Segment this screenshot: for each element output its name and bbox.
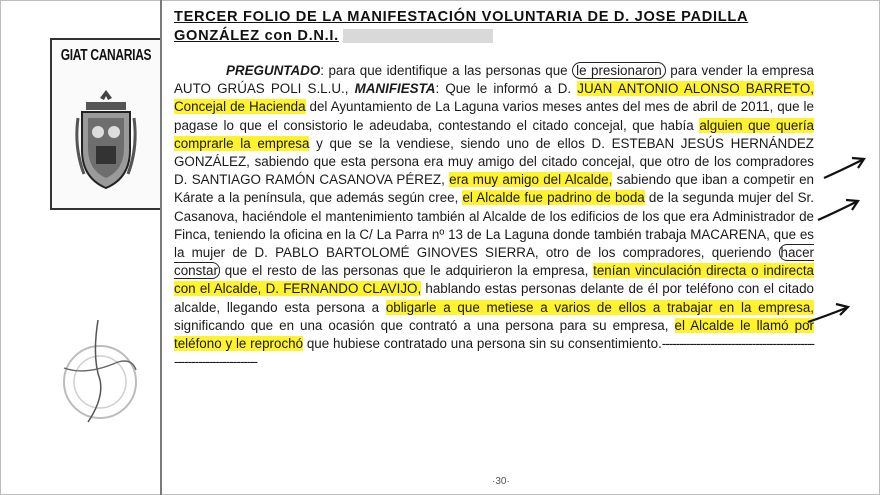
highlighted-text: JUAN ANTONIO ALONSO BARRETO, Concejal de Hacienda [174, 81, 814, 115]
hand-drawn-arrow-icon [806, 300, 852, 326]
left-margin [0, 0, 160, 495]
circled-text: le presionaron [572, 62, 666, 79]
hand-drawn-arrow-icon [816, 194, 862, 224]
body-text: que el resto de las personas que le adquirieron la empresa, [219, 263, 594, 279]
highlighted-text: era muy amigo del Alcalde, [449, 172, 613, 188]
dash-fill: -------------------------------------------------------------------- [174, 336, 815, 370]
body-text: : para que identifique a las personas que [320, 63, 573, 78]
stamp-box [50, 38, 162, 210]
highlighted-text: el Alcalde le llamó por teléfono y le reprochó [174, 317, 814, 352]
keyword-text: PREGUNTADO [226, 63, 321, 78]
margin-rule [160, 0, 162, 495]
document-body [174, 8, 814, 371]
body-text: de la segunda mujer del Sr. Casanova, haciéndole el mantenimiento también al Alcalde de los edificios de los que era Administrador de Finca, teniendo la oficina en la C/ La Parra nº 13 de La Laguna donde también trabaja MACARENA, que es la mujer de D. PABLO BARTOLOMÉ GINOVES SIERRA, otro de los compradores, queriendo [174, 190, 814, 261]
body-text: que hubiese contratado una persona sin su consentimiento. [303, 336, 662, 352]
statement-paragraph [174, 62, 814, 371]
coat-of-arms-icon [74, 88, 138, 192]
body-text: del Ayuntamiento de La Laguna varios meses antes del mes de abril de 2011, que le pagase lo que el consistorio le adeudaba, contestando el citado concejal, que había [174, 99, 814, 133]
highlighted-text: alguien que quería comprarle la empresa [174, 117, 815, 151]
body-text: y que se la vendiese, siendo uno de ellos D. ESTEBAN JESÚS HERNÁNDEZ GONZÁLEZ, sabiendo que esta persona era muy amigo del citado concejal, que otro de los compradores D. SANTIAGO RAMÓN CASANOVA PÉREZ, [174, 135, 814, 188]
hand-drawn-arrow-icon [822, 152, 868, 182]
document-title-text: TERCER FOLIO DE LA MANIFESTACIÓN VOLUNTARIA DE D. JOSE PADILLA GONZÁLEZ con D.N.I. [174, 9, 749, 44]
body-text: para vender la empresa AUTO GRÚAS POLI S.L.U., [174, 63, 814, 97]
footer-mark: ·30· [492, 476, 510, 487]
redacted-dni [343, 29, 493, 43]
body-text: sabiendo que iban a competir en Kárate a la península, que además según cree, [174, 172, 814, 206]
highlighted-text: tenían vinculación directa o indirecta con el Alcalde, D. FERNANDO CLAVIJO, [174, 263, 814, 297]
document-title [174, 8, 814, 46]
body-text: hablando estas personas delante de él por teléfono con el citado alcalde, llegando esta persona a [174, 281, 814, 315]
highlighted-text: el Alcalde fue padrino de boda [462, 190, 645, 206]
round-stamp-icon [58, 318, 142, 428]
circled-text: hacer constar [174, 245, 814, 279]
body-text: : Que le informó a D. [435, 81, 578, 97]
stamp-label: GIAT CANARIAS [60, 45, 152, 65]
body-text: significando que en una ocasión que contrató a una persona para su empresa, [174, 317, 675, 333]
keyword-text: MANIFIESTA [354, 81, 436, 97]
highlighted-text: obligarle a que metiese a varios de ellos a trabajar en la empresa, [385, 299, 814, 315]
